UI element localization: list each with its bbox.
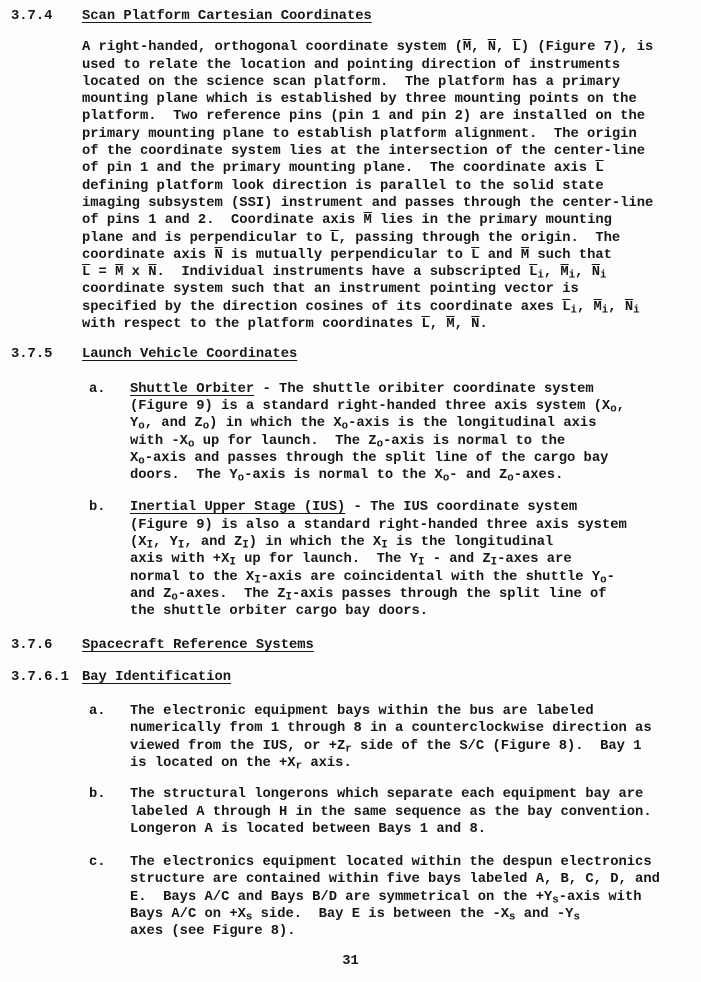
text-line: coordinate system such that an instrument pointing vector is [82,282,579,298]
text-line: $\overline{L} = \overline{M}$ x $\overline{N}$. Individual instruments have a subscripted $\overline{L}_i$, $\overline{M}_i$, $\overline{N}_i$ [82,265,607,282]
item-label: b. [89,500,106,516]
text-line: normal to the $X_I$-axis are coincidental with the shuttle $Y_o-$ [130,569,615,586]
text-line: Longeron A is located between Bays 1 and 8. [130,821,487,837]
section-3-7-6-1-item-c [0,854,701,940]
text-line: specified by the direction cosines of its coordinate axes $\overline{L}_i$, $\overline{M}_i$, $\overline{N}_i$ [82,299,640,317]
section-heading: Scan Platform Cartesian Coordinates [82,9,372,24]
section-3-7-5-item-b [0,499,701,620]
text-line: is located on the $+X_r$ axis. [130,755,352,773]
text-line: primary mounting plane to establish platform alignment. The origin [82,126,637,142]
text-line: structure are contained within five bays labeled A, B, C, D, and [130,872,660,888]
section-3-7-5-item-a [0,381,701,485]
text-line: mounting plane which is established by three mounting points on the [82,92,637,108]
text-line: The electronic equipment bays within the bus are labeled [130,704,594,720]
item-label: a. [89,381,106,397]
text-line: E. Bays A/C and Bays B/D are symmetrical on the $+Y_s$-axis with [130,889,642,907]
text-line: A right-handed, orthogonal coordinate system ($\overline{M}$, $\overline{N}$, $\overline{L}$) (Figure 7), is [82,40,654,56]
page-number: 31 [342,953,359,969]
text-line: (Figure 9) is also a standard right-handed three axis system [130,517,627,533]
section-3-7-6-1-item-b [0,786,701,838]
text-line: The structural longerons which separate each equipment bay are [130,787,644,803]
section-heading: Spacecraft Reference Systems [82,637,314,653]
text-line: axes (see Figure 8). [130,924,296,940]
text-line: axis with $+X_I$ up for launch. The $Y_I$ - and $Z_I$-axes are [130,552,572,569]
text-line: labeled A through H in the same sequence as the bay convention. [130,804,652,820]
text-line: of pin 1 and the primary mounting plane. The coordinate axis $\overline{L}$ [82,161,604,177]
section-heading: Launch Vehicle Coordinates [82,347,298,363]
item-label: c. [89,855,106,871]
text-line: located on the science scan platform. The platform has a primary [82,74,621,90]
section-number: 3.7.4 [11,9,53,24]
text-line: plane and is perpendicular to $\overline{L}$, passing through the origin. The [82,230,621,246]
section-3-7-4-body [0,39,701,333]
text-line: imaging subsystem (SSI) instrument and passes through the center-line [82,195,654,211]
paragraph [82,39,701,333]
text-line: Shuttle Orbiter - The shuttle oribiter coordinate system [130,381,594,397]
text-line: and $Z_o$-axes. The $Z_I$-axis passes through the split line of [130,586,607,604]
section-3-7-6-1-heading-row [0,669,701,686]
text-line: with respect to the platform coordinates $\overline{L}$, $\overline{M}$, $\overline{N}$. [82,317,488,333]
text-line: Inertial Upper Stage (IUS) - The IUS coordinate system [130,500,578,516]
text-line: $X_o$-axis and passes through the split line of the cargo bay [130,450,609,468]
section-number: 3.7.5 [11,347,53,363]
text-line: of the coordinate system lies at the intersection of the center-line [82,144,646,160]
text-line: ($X_I$, $Y_I$, and $Z_I$) in which the $X_I$ is the longitudinal [130,535,554,552]
item-text [130,381,701,485]
text-line: (Figure 9) is a standard right-handed three axis system ($X_o$, [130,398,625,416]
text-line: platform. Two reference pins (pin 1 and pin 2) are installed on the [82,109,646,125]
section-3-7-6-heading-row [0,637,701,654]
item-text [130,786,701,838]
text-line: The electronics equipment located within the despun electronics [130,855,652,871]
text-line: of pins 1 and 2. Coordinate axis $\overline{M}$ lies in the primary mounting [82,213,612,229]
text-line: viewed from the IUS, or $+Z_r$ side of the S/C (Figure 8). Bay 1 [130,738,642,756]
text-line: with $-X_o$ up for launch. The $Z_o$-axis is normal to the [130,433,566,450]
text-line: Bays A/C on $+X_s$ side. Bay E is between the $-X_s$ and $-Y_s$ [130,907,580,924]
item-text [130,703,701,772]
item-label: b. [89,787,106,803]
text-line: the shuttle orbiter cargo bay doors. [130,604,429,620]
item-label: a. [89,704,106,720]
text-line: coordinate axis $\overline{N}$ is mutually perpendicular to $\overline{L}$ and $\overline{M}$ such that [82,247,612,263]
text-line: numerically from 1 through 8 in a counterclockwise direction as [130,721,652,737]
section-number: 3.7.6 [11,637,53,653]
section-heading: Bay Identification [82,669,232,685]
item-text [130,854,701,940]
section-3-7-6-1-item-a [0,703,701,772]
section-3-7-5-heading-row [0,346,701,363]
text-line: used to relate the location and pointing direction of instruments [82,57,621,73]
text-line: $Y_o$, and $Z_o$) in which the $X_o$-axis is the longitudinal axis [130,416,597,433]
item-text [130,499,701,620]
text-line: defining platform look direction is parallel to the solid state [82,178,604,194]
section-3-7-4-heading-row [0,8,701,25]
section-number: 3.7.6.1 [11,669,69,685]
text-line: doors. The $Y_o$-axis is normal to the $X_o-$ and $Z_o$-axes. [130,468,564,485]
